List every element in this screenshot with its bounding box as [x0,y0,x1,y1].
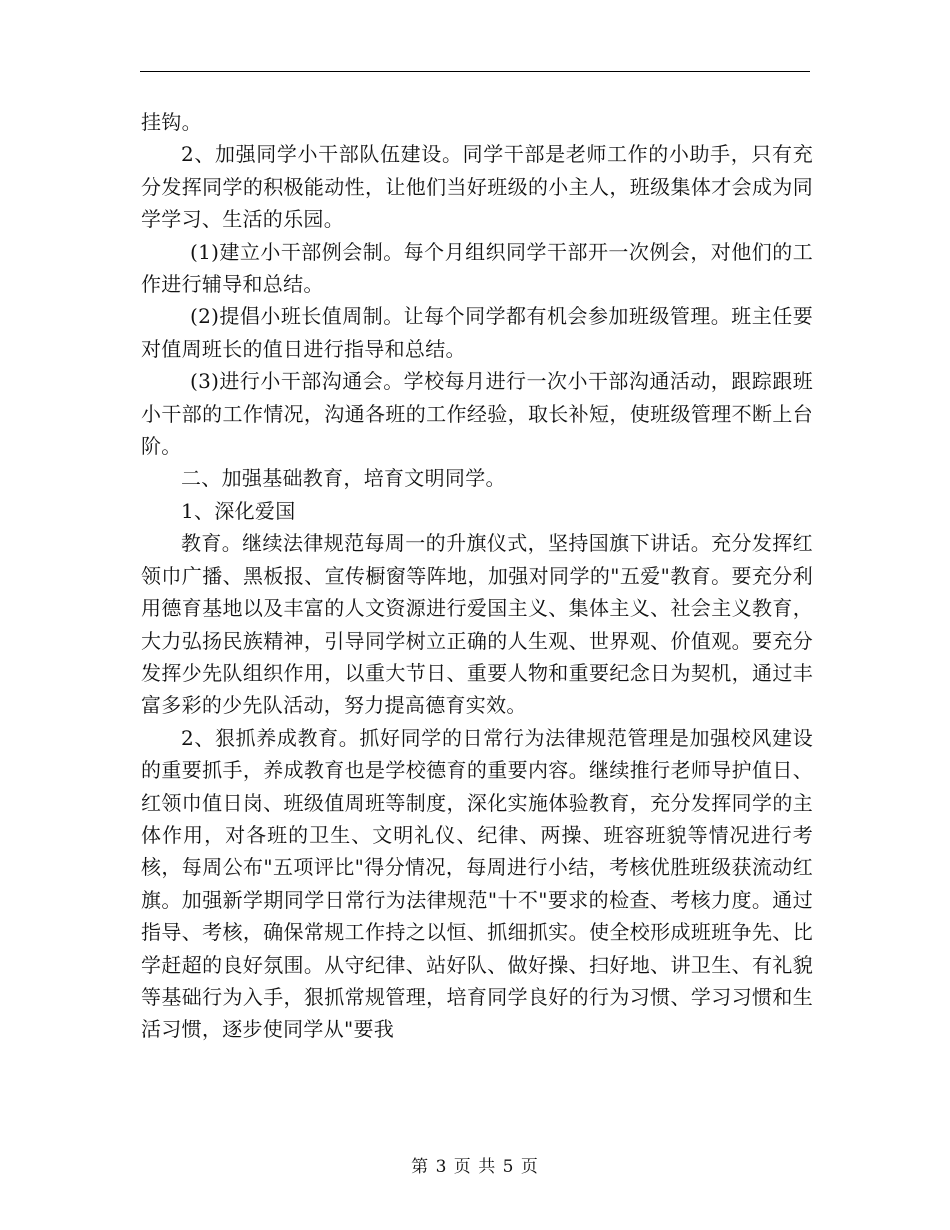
section-heading: 二、加强基础教育，培育文明同学。 [181,466,506,491]
paragraph-habit-education: 2、狠抓养成教育。抓好同学的日常行为法律规范管理是加强校风建设的重要抓手，养成教育也是学校德育的重要内容。继续推行老师导护值日、红领巾值日岗、班级值周班等制度，深化实施体验教育，充分发挥同学的主体作用，对各班的卫生、文明礼仪、纪律、两操、班容班貌等情况进行考核，每周公布"五项评比"得分情况，每周进行小结，考核优胜班级获流动红旗。加强新学期同学日常行为法律规范"十不"要求的检查、考核力度。通过指导、考核，确保常规工作持之以恒、抓细抓实。使全校形成班班争先、比学赶超的良好氛围。从守纪律、站好队、做好操、扫好地、讲卫生、有礼貌等基础行为入手，狠抓常规管理，培育同学良好的行为习惯、学习习惯和生活习惯，逐步使同学从"要我 [141,725,813,1042]
header-rule [140,71,810,72]
subsection-heading: 1、深化爱国 [181,498,296,523]
paragraph-item-1: (1)建立小干部例会制。每个月组织同学干部开一次例会，对他们的工作进行辅导和总结。 [141,239,813,297]
paragraph-cadre-building: 2、加强同学小干部队伍建设。同学干部是老师工作的小助手，只有充分发挥同学的积极能动性，让他们当好班级的小主人，班级集体才会成为同学学习、生活的乐园。 [141,142,813,232]
page-number-footer: 第 3 页 共 5 页 [411,1157,539,1177]
document-body [141,106,813,1046]
paragraph-continuation: 挂钩。 [141,110,202,134]
paragraph-patriotic-education: 教育。继续法律规范每周一的升旗仪式，坚持国旗下讲话。充分发挥红领巾广播、黑板报、宣传橱窗等阵地，加强对同学的"五爱"教育。要充分利用德育基地以及丰富的人文资源进行爱国主义、集体主义、社会主义教育，大力弘扬民族精神，引导同学树立正确的人生观、世界观、价值观。要充分发挥少先队组织作用，以重大节日、重要人物和重要纪念日为契机，通过丰富多彩的少先队活动，努力提高德育实效。 [141,531,813,718]
paragraph-item-3: (3)进行小干部沟通会。学校每月进行一次小干部沟通活动，跟踪跟班小干部的工作情况，沟通各班的工作经验，取长补短，使班级管理不断上台阶。 [141,369,813,459]
paragraph-item-2: (2)提倡小班长值周制。让每个同学都有机会参加班级管理。班主任要对值周班长的值日进行指导和总结。 [141,304,813,361]
